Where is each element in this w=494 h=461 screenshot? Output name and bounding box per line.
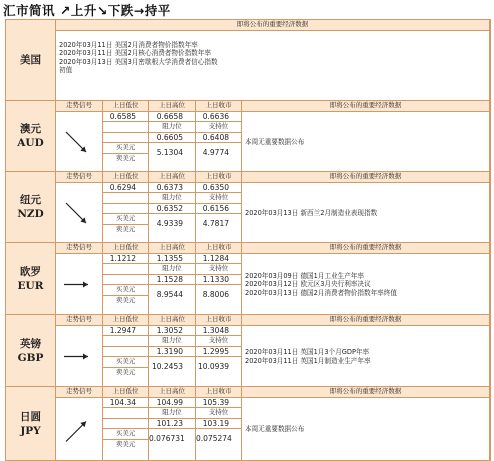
blank-cell xyxy=(103,336,149,346)
info-header: 即将公布的重要经济数据 xyxy=(242,172,490,183)
info-line: 2020年03月12日 欧元区3月央行利率决议 xyxy=(245,280,371,289)
trend-down-icon xyxy=(56,183,103,243)
blank-cell xyxy=(103,347,149,357)
col-prev-high-header: 上日高位 xyxy=(149,387,196,398)
buy-usd-label: 买美元 xyxy=(103,285,149,295)
support-value: 103.19 xyxy=(196,419,242,429)
prev-low-value: 1.1212 xyxy=(103,254,149,264)
resistance-value: 0.6605 xyxy=(149,133,196,143)
col-trend-header: 走势信号 xyxy=(56,387,103,398)
prev-close-value: 0.6350 xyxy=(196,183,242,193)
support-label: 支持位 xyxy=(196,408,242,418)
sell-value: 10.0939 xyxy=(196,357,242,387)
trend-flat-icon xyxy=(56,254,103,315)
col-prev-close-header: 上日收市 xyxy=(196,315,242,326)
currency-name: 英镑 xyxy=(20,337,41,350)
resistance-value: 101.23 xyxy=(149,419,196,429)
sell-usd-label: 卖美元 xyxy=(103,225,149,243)
info-line: 本周无重要数据公布 xyxy=(245,425,305,434)
info-line: 本周无重要数据公布 xyxy=(245,137,305,146)
info-header: 即将公布的重要经济数据 xyxy=(242,243,490,254)
support-label: 支持位 xyxy=(196,122,242,132)
col-prev-low-header: 上日低位 xyxy=(103,172,149,183)
currency-code: AUD xyxy=(17,137,44,149)
info-header: 即将公布的重要经济数据 xyxy=(56,20,490,31)
info-header: 即将公布的重要经济数据 xyxy=(242,315,490,326)
trend-flat-icon xyxy=(56,326,103,387)
buy-usd-label: 买美元 xyxy=(103,214,149,224)
currency-label xyxy=(6,387,56,461)
resistance-label: 阻力位 xyxy=(149,122,196,132)
prev-low-value: 0.6294 xyxy=(103,183,149,193)
col-prev-low-header: 上日低位 xyxy=(103,101,149,112)
trend-cell xyxy=(56,254,103,315)
sell-value: 0.075274 xyxy=(196,429,242,461)
currency-label xyxy=(6,243,56,315)
info-text xyxy=(242,183,490,243)
info-line: 2020年03月11日 美国2月核心消费者物价指数年率 xyxy=(59,49,211,58)
currency-name: 欧罗 xyxy=(20,265,41,278)
prev-low-value: 1.2947 xyxy=(103,326,149,336)
col-trend-header: 走势信号 xyxy=(56,243,103,254)
currency-label xyxy=(6,101,56,172)
info-line: 2020年03月13日 德国2月消费者物价指数年率终值 xyxy=(245,288,397,297)
currency-code: GBP xyxy=(17,351,44,364)
trend-down-icon xyxy=(56,112,103,172)
resistance-label: 阻力位 xyxy=(149,336,196,346)
support-value: 1.2995 xyxy=(196,347,242,357)
info-line: 初值 xyxy=(59,66,73,75)
info-text xyxy=(242,398,490,461)
info-text xyxy=(242,254,490,315)
section-jpy xyxy=(6,387,490,461)
info-header: 即将公布的重要经济数据 xyxy=(242,387,490,398)
col-prev-low-header: 上日低位 xyxy=(103,243,149,254)
trend-cell xyxy=(56,112,103,172)
col-prev-low-header: 上日低位 xyxy=(103,387,149,398)
prev-high-value: 104.99 xyxy=(149,398,196,408)
currency-label xyxy=(6,20,56,101)
info-line: 2020年03月11日 美国2月消费者物价指数年率 xyxy=(59,41,198,49)
sell-value: 4.7817 xyxy=(196,214,242,243)
info-header: 即将公布的重要经济数据 xyxy=(242,101,490,112)
sell-value: 8.8006 xyxy=(196,285,242,315)
col-trend-header: 走势信号 xyxy=(56,101,103,112)
currency-code: NZD xyxy=(17,208,44,220)
col-prev-close-header: 上日收市 xyxy=(196,243,242,254)
sell-usd-label: 卖美元 xyxy=(103,154,149,172)
section-us xyxy=(6,20,490,101)
buy-value: 8.9544 xyxy=(149,285,196,315)
section-gbp xyxy=(6,315,490,387)
trend-up-icon xyxy=(56,398,103,461)
col-prev-high-header: 上日高位 xyxy=(149,172,196,183)
buy-value: 0.076731 xyxy=(149,429,196,461)
trend-cell xyxy=(56,183,103,243)
currency-name: 纽元 xyxy=(20,194,41,206)
col-trend-header: 走势信号 xyxy=(56,315,103,326)
blank-cell xyxy=(103,419,149,429)
prev-close-value: 1.1284 xyxy=(196,254,242,264)
prev-close-value: 1.3048 xyxy=(196,326,242,336)
prev-high-value: 1.1355 xyxy=(149,254,196,264)
section-nzd xyxy=(6,172,490,243)
currency-code: JPY xyxy=(20,424,41,437)
trend-cell xyxy=(56,326,103,387)
support-value: 1.1330 xyxy=(196,275,242,285)
buy-value: 10.2453 xyxy=(149,357,196,387)
sell-usd-label: 卖美元 xyxy=(103,296,149,315)
currency-name: 日圆 xyxy=(20,410,41,423)
col-prev-high-header: 上日高位 xyxy=(149,101,196,112)
prev-high-value: 0.6373 xyxy=(149,183,196,193)
resistance-value: 1.1528 xyxy=(149,275,196,285)
info-text xyxy=(242,112,490,172)
prev-close-value: 0.6636 xyxy=(196,112,242,122)
prev-low-value: 0.6585 xyxy=(103,112,149,122)
blank-cell xyxy=(103,408,149,418)
resistance-label: 阻力位 xyxy=(149,193,196,203)
support-value: 0.6408 xyxy=(196,133,242,143)
blank-cell xyxy=(103,133,149,143)
info-text xyxy=(242,326,490,387)
currency-label xyxy=(6,172,56,243)
currency-label xyxy=(6,315,56,387)
blank-cell xyxy=(103,193,149,203)
section-aud xyxy=(6,101,490,172)
support-label: 支持位 xyxy=(196,264,242,274)
prev-high-value: 0.6658 xyxy=(149,112,196,122)
currency-code: EUR xyxy=(17,279,44,292)
info-line: 2020年03月13日 美国3月密歇根大学消费者信心指数 xyxy=(59,57,218,66)
sell-usd-label: 卖美元 xyxy=(103,368,149,387)
buy-value: 5.1304 xyxy=(149,143,196,172)
blank-cell xyxy=(103,264,149,274)
buy-value: 4.9339 xyxy=(149,214,196,243)
sell-usd-label: 卖美元 xyxy=(103,440,149,461)
col-trend-header: 走势信号 xyxy=(56,172,103,183)
col-prev-high-header: 上日高位 xyxy=(149,243,196,254)
page-title: 汇市简讯 ↗上升↘下跌→持平 xyxy=(3,3,171,18)
prev-high-value: 1.3052 xyxy=(149,326,196,336)
info-line: 2020年03月11日 英国1月3个月GDP年率 xyxy=(245,348,370,357)
blank-cell xyxy=(103,122,149,132)
info-line: 2020年03月09日 德国1月工业生产年率 xyxy=(245,271,364,280)
buy-usd-label: 买美元 xyxy=(103,429,149,439)
trend-cell xyxy=(56,398,103,461)
resistance-label: 阻力位 xyxy=(149,264,196,274)
support-label: 支持位 xyxy=(196,193,242,203)
col-prev-close-header: 上日收市 xyxy=(196,101,242,112)
col-prev-close-header: 上日收市 xyxy=(196,387,242,398)
prev-close-value: 105.39 xyxy=(196,398,242,408)
currency-name: 美国 xyxy=(20,54,41,66)
section-eur xyxy=(6,243,490,315)
blank-cell xyxy=(103,204,149,214)
buy-usd-label: 买美元 xyxy=(103,143,149,153)
resistance-label: 阻力位 xyxy=(149,408,196,418)
support-label: 支持位 xyxy=(196,336,242,346)
sell-value: 4.9774 xyxy=(196,143,242,172)
currency-name: 澳元 xyxy=(20,123,41,135)
resistance-value: 0.6352 xyxy=(149,204,196,214)
buy-usd-label: 买美元 xyxy=(103,357,149,367)
report-table xyxy=(5,19,491,461)
prev-low-value: 104.34 xyxy=(103,398,149,408)
info-line: 2020年03月13日 新西兰2月制造业表现指数 xyxy=(245,208,378,217)
info-line: 2020年03月11日 英国1月制造业生产年率 xyxy=(245,356,371,365)
col-prev-close-header: 上日收市 xyxy=(196,172,242,183)
support-value: 0.6156 xyxy=(196,204,242,214)
col-prev-high-header: 上日高位 xyxy=(149,315,196,326)
info-text xyxy=(56,31,490,101)
resistance-value: 1.3190 xyxy=(149,347,196,357)
blank-cell xyxy=(103,275,149,285)
col-prev-low-header: 上日低位 xyxy=(103,315,149,326)
